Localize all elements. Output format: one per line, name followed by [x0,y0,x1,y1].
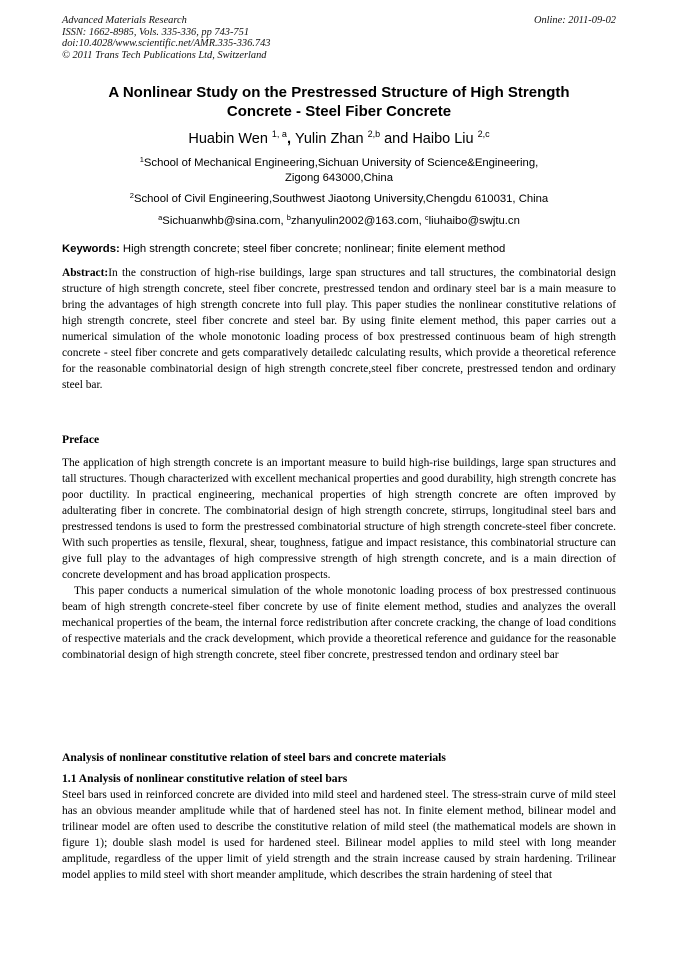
email-b: zhanyulin2002@163.com, [290,215,425,227]
author-3-sup: 2,c [477,129,490,139]
email-b-sup: b [286,213,291,222]
keywords [62,242,622,257]
affiliation-1-sup: 1 [139,155,144,164]
affiliation-1-line-1: School of Mechanical Engineering,Sichuan University of Science&Engineering, [143,157,539,169]
affiliation-2-sup: 2 [129,191,134,200]
doi-line: doi:10.4028/www.scientific.net/AMR.335-336.743 [62,38,271,49]
author-1-name: Huabin Wen [188,131,268,147]
paper-title [62,83,616,121]
author-list [62,130,616,148]
email-c: liuhaibo@swjtu.cn [428,215,520,227]
analysis-paragraph: Steel bars used in reinforced concrete are divided into mild steel and hardened steel. The stress-strain curve of mild steel has an obvious meander amplitude while that of hardened steel has not. In finite element method, bilinear model and trilinear model are often used to describe the constitutive relation of mild steel (the mathematical models are shown in figure 1); double slash model is used for hardened steel. Bilinear model applies to mild steel with long meander amplitude, regardless of the upper limit of yield strength and the strain increase caused by strain hardening. Trilinear model applies to mild steel with short meander amplitude, which describes the strain hardening of steel that [62,789,616,881]
keywords-label: Keywords: [62,243,120,255]
preface-heading: Preface [62,433,100,446]
author-2-sup: 2,b [367,129,381,139]
preface-paragraph-2: This paper conducts a numerical simulation of the whole monotonic loading process of box prestressed continuous beam of high strength concrete-steel fiber concrete by use of finite element method, studies and analyzes the overall mechanical properties of the beam, the internal force redistribution after concrete cracking, the change of load conditions of respective materials and the crack development, which provide a theoretical reference and guidance for the reasonable combinatorial design of high strength concrete, steel fiber concrete, prestressed tendon and ordinary steel bar [62,585,616,661]
affiliation-2 [62,192,616,207]
affiliation-1 [62,156,616,186]
preface-paragraph-1: The application of high strength concrete is an important measure to build high-rise buildings, large span structures and tall structures. Though characterized with excellent mechanical properties and good durability, high strength concrete has poor ductility. In practical engineering, mechanical properties of high strength concrete are often improved by adulterating fiber in concrete. The combinatorial design of high strength concrete, stirrups, longitudinal steel bars and prestressed tendons is used to form the prestressed combinatorial structure of high strength concrete-steel fiber concrete. With such properties as tensile, flexural, shear, toughness, fatigue and impact resistance, this combinatorial structure can give full play to the advantages of high compressive strength of high strength concrete, and is a main direction of concrete development and has broad application prospects. [62,457,616,581]
affiliation-2-text: School of Civil Engineering,Southwest Jiaotong University,Chengdu 610031, China [133,193,549,205]
copyright-line: © 2011 Trans Tech Publications Ltd, Switzerland [62,49,267,61]
author-separator-2: and [380,131,413,147]
preface-body [62,455,616,663]
author-separator-1: , [286,131,295,147]
author-emails [62,214,616,229]
email-a: Sichuanwhb@sina.com, [162,215,287,227]
issn-line: ISSN: 1662-8985, Vols. 335-336, pp 743-751 [62,26,250,38]
abstract-text: In the construction of high-rise buildings, large span structures and tall structures, the combinatorial design structure of high strength concrete, steel fiber concrete, prestressed tendon and ordinary steel bar is a main measure to bring the advantages of high strength concrete into full play. This paper studies the nonlinear constitutive relations of high strength concrete, steel fiber concrete and steel bar. By using finite element method, this paper carries out a numerical simulation of the whole monotonic loading process of box prestressed continuous beam of high strength concrete - steel fiber concrete and gets comparatively detailedc calculating results, which provide a theoretical reference for the reasonable combinatorial design of high strength concrete,steel fiber concrete, prestressed tendon and ordinary steel bar. [62,267,616,391]
email-a-sup: a [158,213,163,222]
author-2-name: Yulin Zhan [295,131,364,147]
author-1-sup: 1, a [271,129,287,139]
title-line-2: Concrete - Steel Fiber Concrete [226,103,452,120]
email-c-sup: c [424,213,429,222]
online-date: Online: 2011-09-02 [533,15,616,26]
author-3-name: Haibo Liu [412,131,474,147]
abstract-label: Abstract: [62,267,109,279]
journal-header [62,15,616,61]
journal-name: Advanced Materials Research [62,15,187,26]
analysis-subheading: 1.1 Analysis of nonlinear constitutive relation of steel bars [62,772,348,785]
affiliation-1-line-2: Zigong 643000,China [284,172,394,184]
abstract [62,265,616,393]
title-line-1: A Nonlinear Study on the Prestressed Structure of High Strength [108,84,570,101]
analysis-heading: Analysis of nonlinear constitutive relation of steel bars and concrete materials [62,751,446,764]
analysis-body [62,787,616,883]
keywords-text: High strength concrete; steel fiber concrete; nonlinear; finite element method [119,243,506,255]
